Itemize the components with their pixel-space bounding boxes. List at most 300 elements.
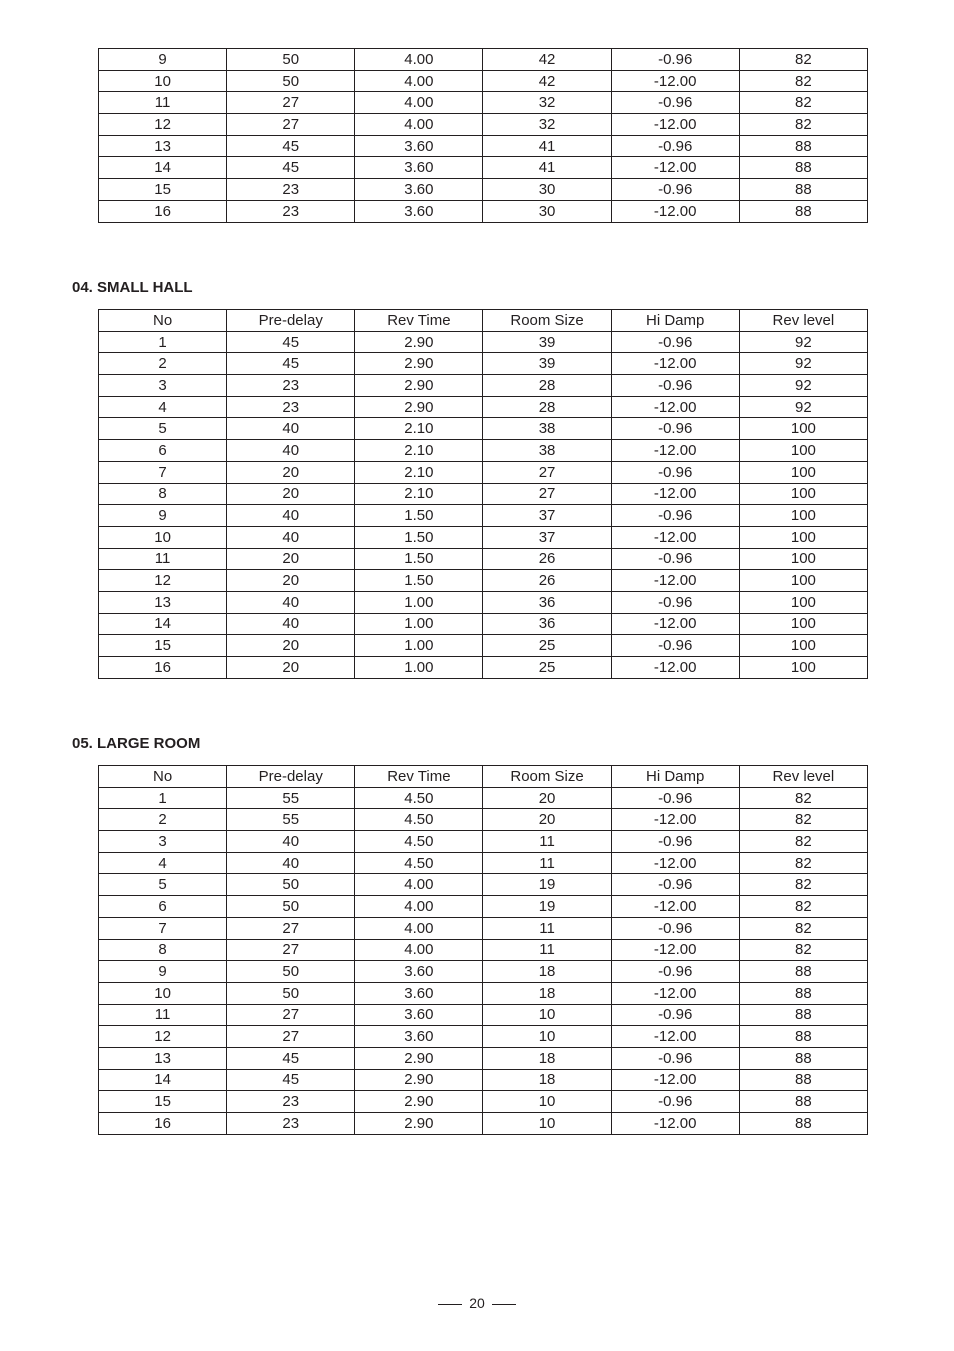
table-cell: 20 (483, 809, 611, 831)
table-cell: 38 (483, 418, 611, 440)
table-row (99, 874, 868, 896)
table-cell: 2.10 (355, 418, 483, 440)
table-cell: 100 (739, 635, 867, 657)
table-cell: 13 (99, 591, 227, 613)
table-cell: 82 (739, 874, 867, 896)
table-cell: 32 (483, 114, 611, 136)
table-cell: 1.50 (355, 526, 483, 548)
column-header: Room Size (483, 766, 611, 788)
table-cell: 82 (739, 70, 867, 92)
table-cell: 100 (739, 440, 867, 462)
table-cell: 30 (483, 200, 611, 222)
table-row (99, 1113, 868, 1135)
table-row (99, 939, 868, 961)
table-cell: 42 (483, 70, 611, 92)
table-cell: 4.00 (355, 939, 483, 961)
table-cell: 50 (227, 961, 355, 983)
table-cell: -12.00 (611, 114, 739, 136)
table-cell: 5 (99, 874, 227, 896)
table-cell: -0.96 (611, 874, 739, 896)
table-header-row (99, 310, 868, 332)
large-room-table (98, 765, 868, 1135)
table-cell: -12.00 (611, 896, 739, 918)
table-cell: 82 (739, 92, 867, 114)
table-row (99, 896, 868, 918)
table-cell: 1.50 (355, 548, 483, 570)
table-cell: 23 (227, 1091, 355, 1113)
table-cell: 82 (739, 917, 867, 939)
table-cell: 30 (483, 179, 611, 201)
table-cell: -12.00 (611, 353, 739, 375)
column-header: Rev level (739, 310, 867, 332)
table-cell: 82 (739, 114, 867, 136)
table-cell: 9 (99, 505, 227, 527)
table-cell: 4.50 (355, 852, 483, 874)
table-cell: 4.00 (355, 874, 483, 896)
table-row (99, 917, 868, 939)
table-cell: 8 (99, 939, 227, 961)
table-cell: 20 (483, 787, 611, 809)
table-row (99, 179, 868, 201)
table-cell: 4 (99, 396, 227, 418)
table-cell: 2.90 (355, 396, 483, 418)
page-number (0, 1295, 954, 1311)
table-row (99, 331, 868, 353)
table-cell: 11 (99, 92, 227, 114)
table-cell: 88 (739, 1026, 867, 1048)
column-header: Pre-delay (227, 310, 355, 332)
table-cell: 27 (227, 1026, 355, 1048)
table-cell: 1.00 (355, 657, 483, 679)
table-cell: -0.96 (611, 179, 739, 201)
table-cell: 27 (483, 461, 611, 483)
table-row (99, 418, 868, 440)
table-row (99, 353, 868, 375)
table-row (99, 70, 868, 92)
table-cell: 1 (99, 787, 227, 809)
table-cell: 3.60 (355, 157, 483, 179)
table-cell: 15 (99, 1091, 227, 1113)
table-cell: 3.60 (355, 982, 483, 1004)
table-cell: 12 (99, 1026, 227, 1048)
table-cell: 45 (227, 135, 355, 157)
table-row (99, 461, 868, 483)
table-cell: 50 (227, 49, 355, 71)
table-cell: 88 (739, 157, 867, 179)
table-cell: 4.00 (355, 92, 483, 114)
table-cell: 3.60 (355, 961, 483, 983)
table-cell: 1.00 (355, 613, 483, 635)
table-cell: 40 (227, 613, 355, 635)
table-cell: -12.00 (611, 852, 739, 874)
table-cell: 37 (483, 526, 611, 548)
table-cell: 100 (739, 613, 867, 635)
table-cell: 50 (227, 70, 355, 92)
table-cell: 3 (99, 375, 227, 397)
table-cell: 12 (99, 114, 227, 136)
table-cell: 16 (99, 200, 227, 222)
column-header: Pre-delay (227, 766, 355, 788)
table-cell: 2.10 (355, 461, 483, 483)
table-row (99, 1026, 868, 1048)
table-cell: 2.90 (355, 1047, 483, 1069)
table-cell: 88 (739, 961, 867, 983)
column-header: Rev level (739, 766, 867, 788)
table-cell: 40 (227, 418, 355, 440)
column-header: Rev Time (355, 310, 483, 332)
table-cell: 3.60 (355, 179, 483, 201)
column-header: No (99, 766, 227, 788)
table-cell: -12.00 (611, 939, 739, 961)
table-cell: 10 (99, 70, 227, 92)
table-cell: 92 (739, 353, 867, 375)
table-cell: 4.00 (355, 114, 483, 136)
table-row (99, 961, 868, 983)
table-cell: -0.96 (611, 548, 739, 570)
table-cell: 88 (739, 200, 867, 222)
table-cell: 27 (483, 483, 611, 505)
table-cell: -0.96 (611, 831, 739, 853)
table-cell: 55 (227, 787, 355, 809)
table-cell: 88 (739, 135, 867, 157)
small-hall-section-title: 04. SMALL HALL (72, 279, 193, 296)
table-cell: 82 (739, 852, 867, 874)
table-cell: -12.00 (611, 70, 739, 92)
table-cell: -0.96 (611, 591, 739, 613)
table-cell: 19 (483, 896, 611, 918)
table-cell: 40 (227, 526, 355, 548)
table-cell: 3.60 (355, 1004, 483, 1026)
table-cell: 100 (739, 418, 867, 440)
table-cell: 1.50 (355, 505, 483, 527)
table-cell: 1.50 (355, 570, 483, 592)
table-cell: 40 (227, 831, 355, 853)
large-room-section-title: 05. LARGE ROOM (72, 735, 201, 752)
page-number-text: 20 (469, 1295, 485, 1311)
table-cell: 100 (739, 461, 867, 483)
table-cell: 20 (227, 548, 355, 570)
table-cell: 40 (227, 505, 355, 527)
table-cell: 82 (739, 49, 867, 71)
table-cell: 23 (227, 179, 355, 201)
table-row (99, 787, 868, 809)
table-cell: 6 (99, 440, 227, 462)
table-cell: 14 (99, 1069, 227, 1091)
table-cell: -0.96 (611, 1091, 739, 1113)
table-cell: 14 (99, 157, 227, 179)
table-row (99, 483, 868, 505)
table-cell: -0.96 (611, 375, 739, 397)
table-cell: 27 (227, 114, 355, 136)
table-cell: 3.60 (355, 1026, 483, 1048)
table-cell: 2.10 (355, 483, 483, 505)
table-cell: -0.96 (611, 787, 739, 809)
table-cell: 16 (99, 1113, 227, 1135)
table-cell: 5 (99, 418, 227, 440)
table-cell: 27 (227, 939, 355, 961)
table-cell: 27 (227, 92, 355, 114)
table-cell: -12.00 (611, 526, 739, 548)
table-cell: 18 (483, 1047, 611, 1069)
table-cell: 10 (99, 982, 227, 1004)
table-cell: 92 (739, 396, 867, 418)
table-cell: 13 (99, 1047, 227, 1069)
table-cell: 4.50 (355, 831, 483, 853)
table-cell: -0.96 (611, 1004, 739, 1026)
table-cell: 45 (227, 331, 355, 353)
table-cell: 100 (739, 591, 867, 613)
table-cell: 7 (99, 461, 227, 483)
table-cell: 9 (99, 961, 227, 983)
table-cell: -12.00 (611, 157, 739, 179)
table-row (99, 157, 868, 179)
table-cell: 45 (227, 1047, 355, 1069)
column-header: Hi Damp (611, 766, 739, 788)
table-cell: 4.00 (355, 917, 483, 939)
table-cell: -0.96 (611, 92, 739, 114)
table-cell: -12.00 (611, 483, 739, 505)
table-cell: 1.00 (355, 591, 483, 613)
table-cell: 3 (99, 831, 227, 853)
table-cell: 100 (739, 483, 867, 505)
table-cell: -0.96 (611, 418, 739, 440)
table-cell: 20 (227, 635, 355, 657)
table-cell: 88 (739, 1113, 867, 1135)
table-cell: 36 (483, 591, 611, 613)
table-cell: 9 (99, 49, 227, 71)
table-cell: 27 (227, 917, 355, 939)
table-row (99, 1091, 868, 1113)
table-cell: -12.00 (611, 1026, 739, 1048)
table-cell: 11 (483, 939, 611, 961)
table-cell: 8 (99, 483, 227, 505)
table-cell: 2.90 (355, 1069, 483, 1091)
table-cell: 10 (483, 1004, 611, 1026)
table-cell: 19 (483, 874, 611, 896)
table-row (99, 505, 868, 527)
table-cell: 4.00 (355, 70, 483, 92)
table-cell: -0.96 (611, 961, 739, 983)
table-row (99, 570, 868, 592)
table-cell: 88 (739, 1047, 867, 1069)
table-cell: 2.90 (355, 1091, 483, 1113)
table-cell: 11 (99, 548, 227, 570)
table-row (99, 92, 868, 114)
table-cell: -0.96 (611, 331, 739, 353)
table-cell: 100 (739, 526, 867, 548)
table-cell: 28 (483, 396, 611, 418)
table-cell: 18 (483, 961, 611, 983)
table-cell: 4.00 (355, 49, 483, 71)
table-cell: 20 (227, 461, 355, 483)
table-cell: -0.96 (611, 1047, 739, 1069)
table-cell: 4 (99, 852, 227, 874)
table-row (99, 396, 868, 418)
table-cell: 6 (99, 896, 227, 918)
table-row (99, 440, 868, 462)
table-cell: 88 (739, 982, 867, 1004)
table-cell: 23 (227, 396, 355, 418)
table-cell: -0.96 (611, 461, 739, 483)
table-row (99, 852, 868, 874)
table-cell: 25 (483, 657, 611, 679)
table-cell: 10 (483, 1026, 611, 1048)
table-row (99, 526, 868, 548)
table-cell: 2.90 (355, 375, 483, 397)
table-cell: 88 (739, 1004, 867, 1026)
table-cell: -12.00 (611, 657, 739, 679)
table-cell: 11 (483, 852, 611, 874)
table-cell: -0.96 (611, 135, 739, 157)
table-cell: 36 (483, 613, 611, 635)
table-cell: -0.96 (611, 635, 739, 657)
table-cell: 3.60 (355, 200, 483, 222)
table-cell: 10 (99, 526, 227, 548)
column-header: Room Size (483, 310, 611, 332)
table-header-row (99, 766, 868, 788)
table-cell: 28 (483, 375, 611, 397)
table-cell: 88 (739, 179, 867, 201)
table-cell: 10 (483, 1091, 611, 1113)
table-cell: 2.10 (355, 440, 483, 462)
table-cell: 40 (227, 440, 355, 462)
table-cell: 39 (483, 353, 611, 375)
table-cell: -12.00 (611, 200, 739, 222)
table-cell: 88 (739, 1069, 867, 1091)
table-cell: 50 (227, 982, 355, 1004)
table-cell: 26 (483, 548, 611, 570)
table-cell: 20 (227, 483, 355, 505)
table-cell: 92 (739, 331, 867, 353)
table-row (99, 1047, 868, 1069)
table-cell: 38 (483, 440, 611, 462)
table-row (99, 657, 868, 679)
table-row (99, 982, 868, 1004)
table-row (99, 1069, 868, 1091)
table-cell: 11 (483, 831, 611, 853)
table-row (99, 591, 868, 613)
table-cell: 82 (739, 896, 867, 918)
table-cell: 25 (483, 635, 611, 657)
table-cell: 100 (739, 548, 867, 570)
table-cell: 45 (227, 157, 355, 179)
table-cell: 11 (483, 917, 611, 939)
table-cell: 41 (483, 157, 611, 179)
table-cell: 20 (227, 570, 355, 592)
table-cell: 39 (483, 331, 611, 353)
table-row (99, 635, 868, 657)
table-cell: 11 (99, 1004, 227, 1026)
table-cell: 15 (99, 635, 227, 657)
table-row (99, 114, 868, 136)
table-cell: 7 (99, 917, 227, 939)
table-cell: 100 (739, 657, 867, 679)
table-cell: 18 (483, 982, 611, 1004)
table-cell: 1 (99, 331, 227, 353)
table-cell: 42 (483, 49, 611, 71)
table-cell: 32 (483, 92, 611, 114)
table-cell: 10 (483, 1113, 611, 1135)
table-cell: 14 (99, 613, 227, 635)
table-cell: -0.96 (611, 505, 739, 527)
table-cell: 23 (227, 375, 355, 397)
page-number-left-rule (438, 1304, 462, 1305)
table-cell: 23 (227, 1113, 355, 1135)
table-cell: 12 (99, 570, 227, 592)
table-cell: 82 (739, 787, 867, 809)
table-row (99, 375, 868, 397)
table-cell: 13 (99, 135, 227, 157)
table-row (99, 49, 868, 71)
table-cell: 18 (483, 1069, 611, 1091)
table-cell: 16 (99, 657, 227, 679)
table-cell: -12.00 (611, 1113, 739, 1135)
table-cell: 23 (227, 200, 355, 222)
table-row (99, 548, 868, 570)
page-number-right-rule (492, 1304, 516, 1305)
table-cell: 4.50 (355, 787, 483, 809)
table-cell: 2.90 (355, 1113, 483, 1135)
table-row (99, 135, 868, 157)
table-cell: 2.90 (355, 331, 483, 353)
table-cell: 26 (483, 570, 611, 592)
table-row (99, 200, 868, 222)
table-cell: 2.90 (355, 353, 483, 375)
table-cell: 50 (227, 874, 355, 896)
column-header: Hi Damp (611, 310, 739, 332)
table-cell: -12.00 (611, 613, 739, 635)
table-cell: 15 (99, 179, 227, 201)
table-cell: 4.50 (355, 809, 483, 831)
table-row (99, 1004, 868, 1026)
continued-reverb-table (98, 48, 868, 223)
table-cell: 40 (227, 852, 355, 874)
table-cell: -0.96 (611, 917, 739, 939)
table-row (99, 809, 868, 831)
table-cell: 20 (227, 657, 355, 679)
table-row (99, 613, 868, 635)
table-cell: 41 (483, 135, 611, 157)
column-header: No (99, 310, 227, 332)
table-cell: -12.00 (611, 570, 739, 592)
table-cell: 37 (483, 505, 611, 527)
table-cell: 4.00 (355, 896, 483, 918)
table-cell: -12.00 (611, 396, 739, 418)
column-header: Rev Time (355, 766, 483, 788)
table-cell: -12.00 (611, 440, 739, 462)
table-cell: 50 (227, 896, 355, 918)
table-cell: -0.96 (611, 49, 739, 71)
table-cell: 82 (739, 831, 867, 853)
table-row (99, 831, 868, 853)
table-cell: 1.00 (355, 635, 483, 657)
table-cell: 100 (739, 505, 867, 527)
table-cell: -12.00 (611, 809, 739, 831)
table-cell: -12.00 (611, 1069, 739, 1091)
table-cell: 88 (739, 1091, 867, 1113)
table-cell: 92 (739, 375, 867, 397)
table-cell: 82 (739, 809, 867, 831)
table-cell: 45 (227, 1069, 355, 1091)
table-cell: 40 (227, 591, 355, 613)
table-cell: 27 (227, 1004, 355, 1026)
table-cell: 45 (227, 353, 355, 375)
table-cell: 2 (99, 353, 227, 375)
table-cell: 82 (739, 939, 867, 961)
table-cell: 100 (739, 570, 867, 592)
table-cell: -12.00 (611, 982, 739, 1004)
small-hall-table (98, 309, 868, 679)
